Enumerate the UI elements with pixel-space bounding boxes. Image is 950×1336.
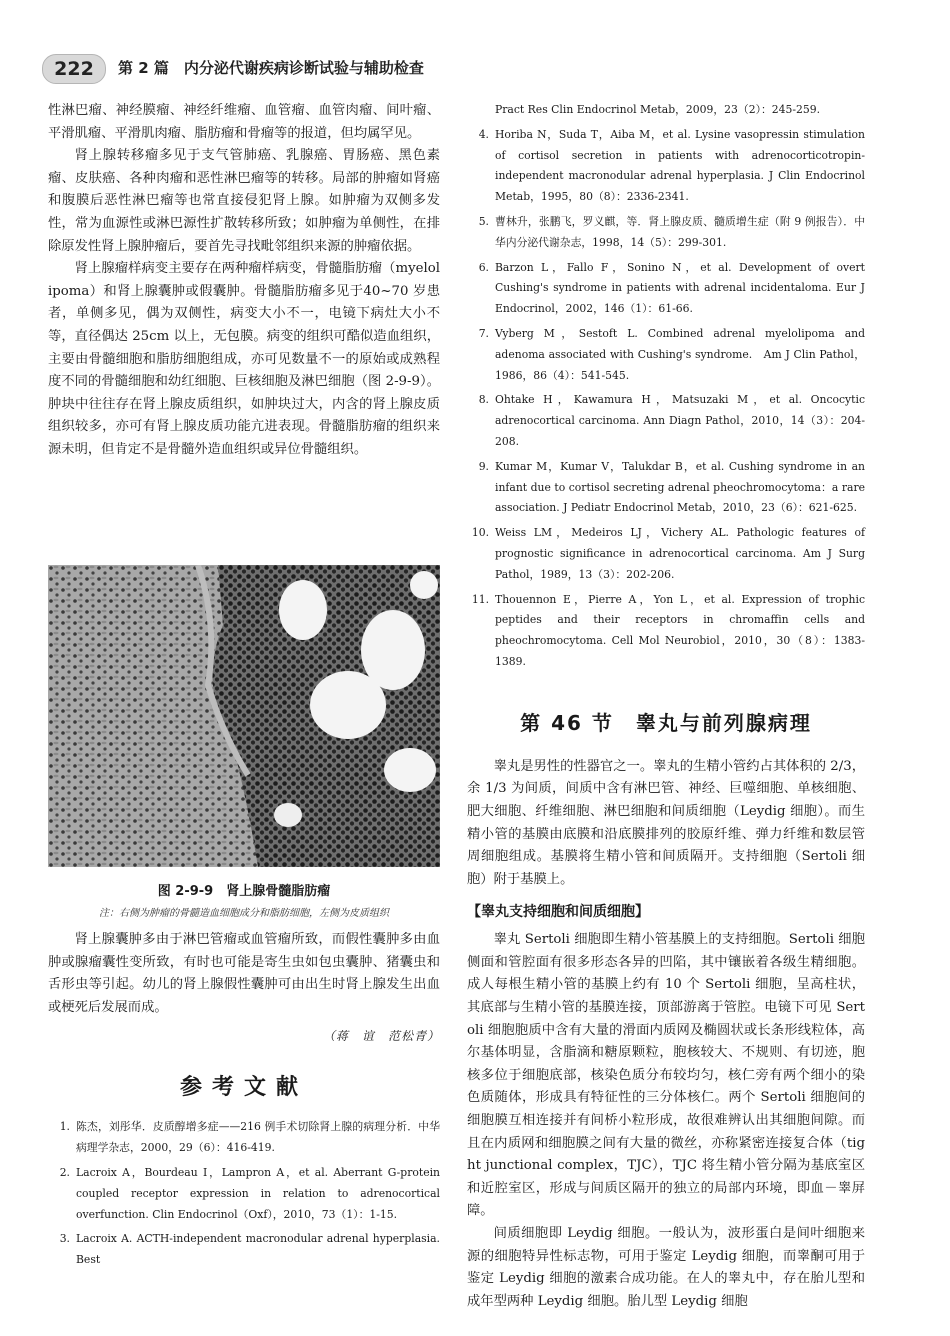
author-signature: （蒋 谊 范松青） (322, 1029, 440, 1044)
reference-item (467, 125, 865, 208)
reference-number: 10. (471, 526, 489, 540)
reference-text: Thouennon E，Pierre A，Yon L，et al. Expression of trophic peptides and their receptors in chromaffin cells and pheochromocytoma. Cell Mol Neurobiol，2010，30（8）：1383-1389. (495, 592, 865, 668)
paragraph: 睾丸是男性的性器官之一。睾丸的生精小管约占其体积的 2/3，余 1/3 为间质，间质中含有淋巴管、神经、巨噬细胞、单核细胞、肥大细胞、纤维细胞、淋巴细胞和间质细胞（Leydig 细胞）。而生精小管的基膜由底膜和沿底膜排列的胶原纤维、弹力纤维和数层管周细胞组成。基膜将生精小管和间质隔开。支持细胞（Sertoli 细胞）附于基膜上。 (467, 758, 865, 887)
reference-item (467, 100, 865, 121)
reference-text: Ohtake H，Kawamura H，Matsuzaki M，et al. Oncocytic adrenocortical carcinoma. Ann Diagn Pathol，2010，14（3）：204-208. (495, 393, 865, 448)
reference-number (467, 100, 495, 121)
micrograph-image (48, 565, 440, 867)
reference-text: Vyberg M，Sestoft L. Combined adrenal myelolipoma and adenoma associated with Cushing's syndrome. Am J Clin Pathol，1986，86（4）：541-545. (495, 326, 865, 382)
reference-text: Weiss LM，Medeiros LJ，Vichery AL. Pathologic features of prognostic significance in adrenocortical carcinoma. Am J Surg Pathol，1989，13（3）：202-206. (495, 526, 865, 581)
reference-item (48, 1229, 440, 1271)
left-column (48, 100, 440, 462)
reference-text: Barzon L，Fallo F，Sonino N，et al. Development of overt Cushing's syndrome in patients with adrenal incidentaloma. Eur J Endocrinol，2002，146（1）：61-66. (495, 260, 865, 316)
reference-item (467, 258, 865, 320)
reference-text: Lacroix A，Bourdeau I，Lampron A，et al. Aberrant G-protein coupled receptor expression in relation to adrenocortical overfunction. Clin Endocrinol（Oxf），2010，73（1）：1-15. (76, 1165, 440, 1221)
figure-note: 注：右侧为肿瘤的骨髓造血细胞成分和脂肪细胞，左侧为皮质组织 (99, 908, 389, 919)
micrograph-figure (48, 565, 440, 867)
reference-number: 11. (471, 592, 489, 606)
reference-number: 2. (59, 1165, 70, 1179)
reference-number: 8. (478, 393, 489, 407)
fat-cell (410, 571, 438, 599)
paragraph: 肾上腺转移瘤多见于支气管肺癌、乳腺癌、胃肠癌、黑色素瘤、皮肤癌、各种肉瘤和恶性淋巴瘤等的转移。局部的肿瘤如肾癌和腹膜后恶性淋巴瘤等也常直接侵犯肾上腺。如肿瘤为双侧多发性，常为血源性或淋巴源性扩散转移所致；如肿瘤为单侧性，在排除原发性肾上腺肿瘤后，要首先寻找毗邻组织来源的肿瘤依据。 (48, 148, 440, 254)
reference-item (467, 590, 865, 673)
reference-number: 9. (478, 459, 489, 473)
subheading: 【睾丸支持细胞和间质细胞】 (467, 904, 649, 921)
reference-number: 7. (478, 326, 489, 340)
paragraph: 间质细胞即 Leydig 细胞。一般认为，波形蛋白是间叶细胞来源的细胞特异性标志物，可用于鉴定 Leydig 细胞，而睾酮可用于鉴定 Leydig 细胞的激素合成功能。在人的睾丸中，存在胎儿型和成年型两种 Leydig 细胞。胎儿型 Leydig 细胞 (467, 1226, 865, 1309)
reference-item (48, 1117, 440, 1159)
reference-item (467, 324, 865, 386)
right-column (467, 100, 865, 1313)
left-column-bottom (48, 929, 440, 1275)
reference-item (467, 390, 865, 452)
reference-item (48, 1163, 440, 1225)
fat-cell (279, 580, 327, 640)
reference-text: Pract Res Clin Endocrinol Metab，2009，23（2）：245-259. (495, 103, 821, 116)
paragraph: 性淋巴瘤、神经膜瘤、神经纤维瘤、血管瘤、血管肉瘤、间叶瘤、平滑肌瘤、平滑肌肉瘤、脂肪瘤和骨瘤等的报道，但均属罕见。 (48, 103, 440, 141)
fat-cell (274, 803, 302, 827)
reference-item (467, 457, 865, 519)
reference-item (467, 523, 865, 585)
reference-text: Horiba N，Suda T，Aiba M，et al. Lysine vasopressin stimulation of cortisol secretion in patients with adrenocorticotropin-independent macronodular adrenal hyperplasia. J Clin Endocrinol Metab，1995，80（8）：2336-2341. (495, 127, 865, 204)
paragraph: 肾上腺囊肿多由于淋巴管瘤或血管瘤所致，而假性囊肿多由血肿或腺瘤囊性变所致，有时也可能是寄生虫如包虫囊肿、猪囊虫和舌形虫等引起。幼儿的肾上腺假性囊肿可由出生时肾上腺发生出血或梗死后发展而成。 (48, 932, 440, 1015)
reference-text: 陈杰，刘彤华．皮质醇增多症——216 例手术切除肾上腺的病理分析．中华病理学杂志，2000，29（6）：416-419. (76, 1120, 440, 1155)
fat-cell (384, 748, 436, 792)
reference-text: Kumar M，Kumar V，Talukdar B，et al. Cushing syndrome in an infant due to cortisol secreting adrenal pheochromocytoma：a rare association. J Pediatr Endocrinol Metab，2010，23（6）：621-625. (495, 459, 865, 515)
reference-number: 4. (478, 127, 489, 141)
paragraph: 睾丸 Sertoli 细胞即生精小管基膜上的支持细胞。Sertoli 细胞侧面和管腔面有很多形态各异的凹陷，其中镶嵌着各级生精细胞。成人每根生精小管的基膜上约有 10 个 Sertoli 细胞，呈高柱状，其底部与生精小管的基膜连接，顶部游离于管腔。电镜下可见 Sertoli 细胞胞质中含有大量的滑面内质网及椭圆状或长条形线粒体，高尔基体明显，含脂滴和糖原颗粒，胞核较大、不规则、有切迹，胞核多位于细胞底部，核染色质分布较均匀，核仁旁有两个细小的染色质随体，形成具有特征性的三分体核仁。两个 Sertoli 细胞间的细胞膜互相连接并有间桥小粒形成，故很难辨认出其细胞间隙。而且在内质网和细胞膜之间有大量的微丝，亦称紧密连接复合体（tight junctional complex，TJC），TJC 将生精小管分隔为基底室区和近腔室区，形成与间质区隔开的独立的局部内环境，即血－睾屏障。 (467, 932, 865, 1219)
reference-number: 5. (478, 214, 489, 228)
page-header (40, 54, 920, 84)
references-heading: 参考文献 (179, 1075, 308, 1101)
reference-number: 3. (59, 1232, 70, 1246)
paragraph: 肾上腺瘤样病变主要存在两种瘤样病变，骨髓脂肪瘤（myelolipoma）和肾上腺囊肿或假囊肿。骨髓脂肪瘤多见于40~70 岁患者，单侧多见，偶为双侧性，病变大小不一，电镜下病灶大小不等，直径偶达 25cm 以上，无包膜。病变的组织可酷似造血组织，主要由骨髓细胞和脂肪细胞组成，亦可见数量不一的原始或成熟程度不同的骨髓细胞和幼红细胞、巨核细胞及淋巴细胞（图 2-9-9）。肿块中往往存在肾上腺皮质组织，如肿块过大，内含的肾上腺皮质组织较多，亦可有肾上腺皮质功能亢进表现。骨髓脂肪瘤的组织来源未明，但肯定不是骨髓外造血组织或异位骨髓组织。 (48, 261, 440, 457)
reference-item (467, 212, 865, 254)
reference-text: Lacroix A. ACTH-independent macronodular adrenal hyperplasia. Best (76, 1232, 440, 1267)
fat-cell (361, 610, 425, 690)
reference-number: 1. (59, 1120, 70, 1134)
running-title: 第 2 篇 内分泌代谢疾病诊断试验与辅助检查 (118, 59, 424, 77)
section-title: 第 46 节 睾丸与前列腺病理 (520, 710, 812, 735)
reference-number: 6. (478, 260, 489, 274)
figure-caption: 图 2-9-9 肾上腺骨髓脂肪瘤 (157, 884, 331, 899)
page-number: 222 (42, 54, 106, 84)
reference-text: 曹林升，张鹏飞，罗义麒，等．肾上腺皮质、髓质增生症（附 9 例报告）．中华内分泌代谢杂志，1998，14（5）：299-301. (495, 214, 865, 249)
